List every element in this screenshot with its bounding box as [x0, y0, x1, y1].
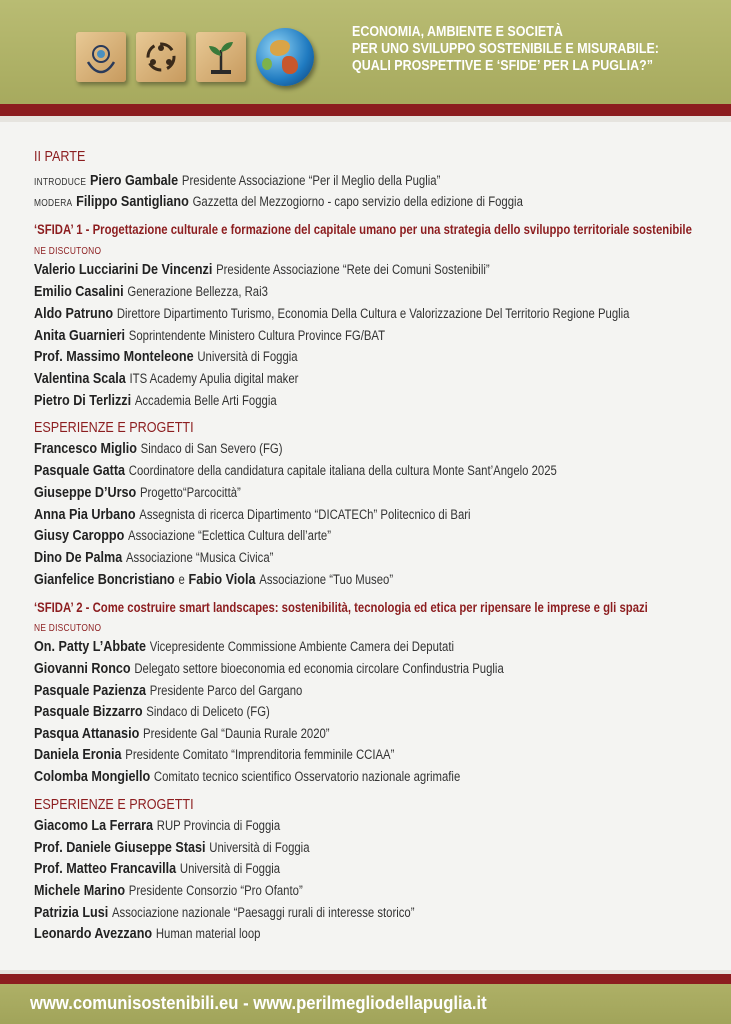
- speaker-role: Presidente Comitato “Imprenditoria femminile CCIAA”: [125, 747, 395, 762]
- hands-globe-icon: [76, 32, 126, 82]
- experience-row: [34, 549, 273, 567]
- speaker-role: Università di Foggia: [197, 349, 298, 364]
- speaker-role: Human material loop: [155, 926, 261, 941]
- experience-row: [34, 817, 280, 835]
- part-heading: II PARTE: [34, 148, 86, 165]
- speaker-role: Associazione “Tuo Museo”: [259, 572, 394, 587]
- speaker-name: Daniela Eronia: [34, 746, 122, 763]
- speaker-role: Gazzetta del Mezzogiorno - capo servizio della edizione di Foggia: [192, 194, 523, 209]
- experience-row: [34, 506, 471, 524]
- header-banner: [0, 0, 731, 108]
- speaker-row: [34, 703, 270, 721]
- title-line-2: PER UNO SVILUPPO SOSTENIBILE E MISURABILE:: [352, 41, 659, 57]
- event-title: [352, 24, 670, 75]
- introduce-row: [34, 172, 440, 190]
- experience-row: [34, 571, 393, 589]
- speaker-role: Delegato settore bioeconomia ed economia circolare Confindustria Puglia: [134, 661, 504, 676]
- speaker-name: Prof. Massimo Monteleone: [34, 348, 194, 365]
- speaker-row: [34, 638, 454, 656]
- speaker-role: Sindaco di San Severo (FG): [140, 441, 283, 456]
- speaker-role: Associazione “Eclettica Cultura dell’arte”: [128, 528, 332, 543]
- speaker-row: [34, 283, 268, 301]
- footer-websites: www.comunisostenibili.eu - www.perilmegliodellapuglia.it: [30, 992, 487, 1013]
- speaker-name: Aldo Patruno: [34, 305, 114, 322]
- speaker-row: [34, 348, 298, 366]
- growth-plant-icon: [196, 32, 246, 82]
- footer-divider: [0, 974, 731, 984]
- speaker-name: Valentina Scala: [34, 370, 126, 387]
- speaker-role: Università di Foggia: [179, 861, 281, 876]
- speaker-name: Patrizia Lusi: [34, 904, 109, 921]
- speaker-name: Giacomo La Ferrara: [34, 817, 154, 834]
- speaker-row: [34, 660, 504, 678]
- speaker-name: Pasquale Bizzarro: [34, 703, 143, 720]
- speaker-name: Dino De Palma: [34, 549, 123, 566]
- speaker-role: Università di Foggia: [209, 840, 310, 855]
- speaker-name: Filippo Santigliano: [76, 193, 189, 210]
- speaker-row: [34, 261, 490, 279]
- speaker-name: Anna Pia Urbano: [34, 506, 136, 523]
- experience-row: [34, 839, 310, 857]
- speaker-row: [34, 768, 460, 786]
- sfida-2-discuss-label: NE DISCUTONO: [34, 623, 102, 634]
- speaker-name: Fabio Viola: [188, 571, 256, 588]
- speaker-role: Sindaco di Deliceto (FG): [146, 704, 270, 719]
- modera-label: MODERA: [34, 198, 73, 209]
- footer-bar: [0, 984, 731, 1024]
- speaker-name: Francesco Miglio: [34, 440, 137, 457]
- sfida-1-discuss-label: NE DISCUTONO: [34, 246, 102, 257]
- speaker-name: Pasqua Attanasio: [34, 725, 140, 742]
- header-divider-light: [0, 116, 731, 122]
- speaker-name: Emilio Casalini: [34, 283, 124, 300]
- speaker-role: Accademia Belle Arti Foggia: [134, 393, 277, 408]
- sfida-2-title: ‘SFIDA’ 2 - Come costruire smart landscapes: sostenibilità, tecnologia ed etica per ripensare le imprese e gli spazi: [34, 600, 648, 615]
- speaker-name: Gianfelice Boncristiano: [34, 571, 175, 588]
- speaker-name: Piero Gambale: [89, 172, 179, 189]
- experience-row: [34, 462, 557, 480]
- title-line-1: ECONOMIA, AMBIENTE E SOCIETÀ: [352, 24, 563, 40]
- speaker-role: Presidente Parco del Gargano: [149, 683, 303, 698]
- speaker-name: Giovanni Ronco: [34, 660, 131, 677]
- introduce-label: INTRODUCE: [34, 177, 87, 188]
- experience-row: [34, 527, 331, 545]
- speaker-name: Valerio Lucciarini De Vincenzi: [34, 261, 213, 278]
- speaker-role: Associazione “Musica Civica”: [125, 550, 274, 565]
- sfida-1-title: ‘SFIDA’ 1 - Progettazione culturale e formazione del capitale umano per una strategia dello sviluppo territoriale sostenibile: [34, 222, 692, 237]
- modera-row: [34, 193, 523, 211]
- speaker-row: [34, 392, 277, 410]
- experience-row: [34, 860, 280, 878]
- speaker-role: Associazione nazionale “Paesaggi rurali di interesse storico”: [111, 905, 415, 920]
- speaker-role: Soprintendente Ministero Cultura Province FG/BAT: [128, 328, 386, 343]
- experience-row: [34, 904, 415, 922]
- speaker-name: Leonardo Avezzano: [34, 925, 153, 942]
- speaker-name: On. Patty L’Abbate: [34, 638, 147, 655]
- experience-row: [34, 484, 241, 502]
- speaker-role: Presidente Associazione “Rete dei Comuni Sostenibili”: [216, 262, 490, 277]
- speaker-row: [34, 725, 330, 743]
- speaker-name: Prof. Matteo Francavilla: [34, 860, 177, 877]
- speaker-role: Coordinatore della candidatura capitale italiana della cultura Monte Sant’Angelo 2025: [128, 463, 557, 478]
- speaker-role: Progetto“Parcocittà”: [139, 485, 241, 500]
- speaker-row: [34, 305, 629, 323]
- speaker-role: Presidente Consorzio “Pro Ofanto”: [128, 883, 303, 898]
- speaker-row: [34, 370, 298, 388]
- sfida-1-experiences-label: ESPERIENZE E PROGETTI: [34, 419, 194, 436]
- speaker-role: Presidente Associazione “Per il Meglio della Puglia”: [181, 173, 441, 188]
- speaker-name: Anita Guarnieri: [34, 327, 126, 344]
- recycle-figures-icon: [136, 32, 186, 82]
- experience-row: [34, 882, 303, 900]
- speaker-role: Vicepresidente Commissione Ambiente Camera dei Deputati: [149, 639, 454, 654]
- speaker-name: Michele Marino: [34, 882, 126, 899]
- speaker-row: [34, 682, 302, 700]
- speaker-role: Assegnista di ricerca Dipartimento “DICATECh” Politecnico di Bari: [139, 507, 471, 522]
- connector-text: e: [178, 572, 185, 587]
- speaker-role: Generazione Bellezza, Rai3: [127, 284, 268, 299]
- speaker-row: [34, 327, 385, 345]
- speaker-name: Pietro Di Terlizzi: [34, 392, 132, 409]
- speaker-name: Colomba Mongiello: [34, 768, 151, 785]
- speaker-row: [34, 746, 394, 764]
- speaker-role: RUP Provincia di Foggia: [156, 818, 281, 833]
- speaker-name: Giusy Caroppo: [34, 527, 125, 544]
- speaker-name: Pasquale Pazienza: [34, 682, 147, 699]
- speaker-role: Comitato tecnico scientifico Osservatorio nazionale agrimafie: [153, 769, 461, 784]
- experience-row: [34, 440, 282, 458]
- title-line-3: QUALI PROSPETTIVE E ‘SFIDE’ PER LA PUGLIA?”: [352, 58, 653, 74]
- speaker-role: Presidente Gal “Daunia Rurale 2020”: [143, 726, 330, 741]
- speaker-name: Giuseppe D’Urso: [34, 484, 137, 501]
- speaker-role: ITS Academy Apulia digital maker: [129, 371, 299, 386]
- sfida-2-experiences-label: ESPERIENZE E PROGETTI: [34, 796, 194, 813]
- speaker-name: Prof. Daniele Giuseppe Stasi: [34, 839, 206, 856]
- speaker-name: Pasquale Gatta: [34, 462, 126, 479]
- earth-globe-icon: [256, 28, 314, 86]
- experience-row: [34, 925, 260, 943]
- speaker-role: Direttore Dipartimento Turismo, Economia Della Cultura e Valorizzazione Del Territorio Regione Puglia: [116, 306, 630, 321]
